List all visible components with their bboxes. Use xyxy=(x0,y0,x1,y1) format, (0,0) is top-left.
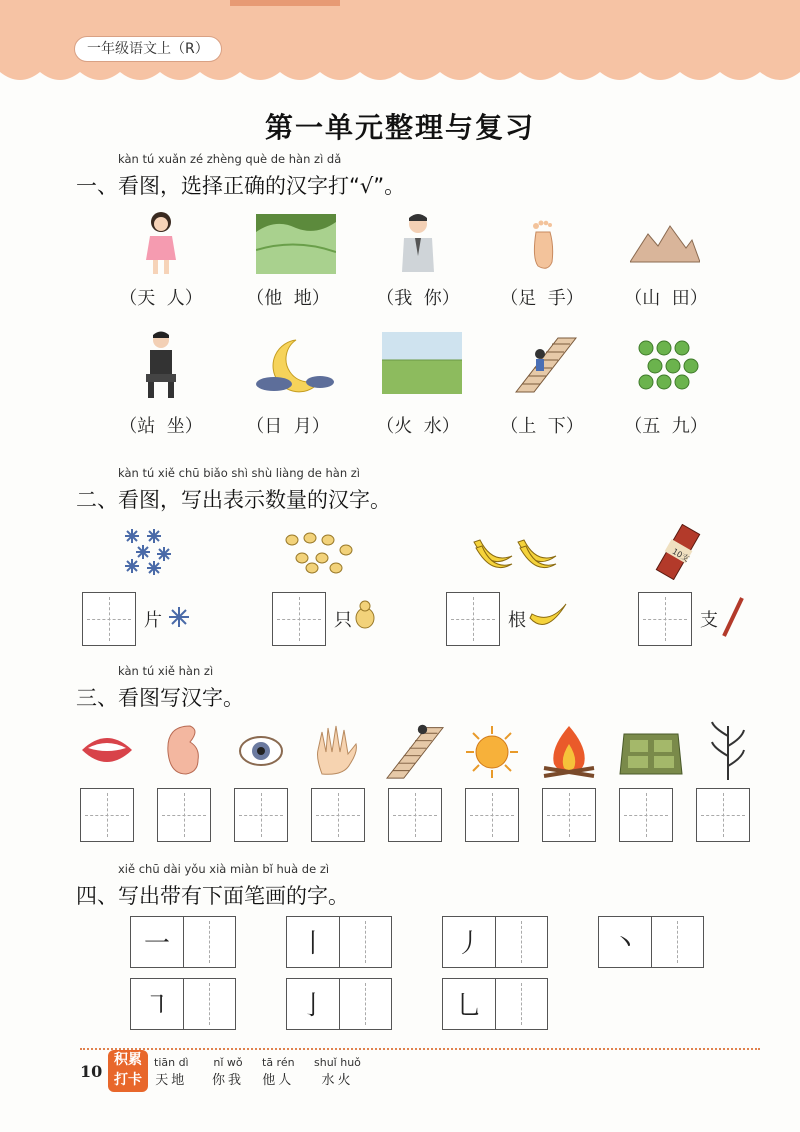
stroke-4: 丶 xyxy=(611,929,638,959)
footer-word-4-pinyin: shuǐ huǒ xyxy=(314,1056,361,1069)
bananas-icon xyxy=(472,536,558,576)
stroke-5: ㇕ xyxy=(143,991,170,1021)
girl-icon xyxy=(138,208,184,278)
stroke-6: 亅 xyxy=(299,991,326,1021)
mountain-icon xyxy=(630,222,700,264)
section3-pinyin: kàn tú xiě hàn zì xyxy=(118,664,214,678)
option-row1-1[interactable]: （天 人） xyxy=(119,288,203,309)
footer-word-2 xyxy=(212,1056,244,1088)
section2-pinyin: kàn tú xiě chū biǎo shì shù liàng de hàn zì xyxy=(118,466,360,480)
stroke-1: 一 xyxy=(143,929,170,959)
section2-heading: 二、看图，写出表示数量的汉字。 xyxy=(76,488,391,512)
stroke-box-2[interactable] xyxy=(286,916,392,968)
footer-word-2-hanzi: 你我 xyxy=(212,1073,245,1088)
section4-pinyin: xiě chū dài yǒu xià miàn bǐ huà de zì xyxy=(118,862,330,876)
grain-icon xyxy=(708,718,748,782)
footer-divider xyxy=(80,1048,760,1050)
option-row2-4[interactable]: （上 下） xyxy=(500,416,584,437)
footer-word-3-hanzi: 他人 xyxy=(262,1073,295,1088)
answer-box-3-1[interactable] xyxy=(80,788,134,842)
stroke-box-1[interactable] xyxy=(130,916,236,968)
option-row2-1[interactable]: （站 坐） xyxy=(119,416,203,437)
option-row1-3[interactable]: （我 你） xyxy=(376,288,460,309)
answer-box-snowflakes[interactable] xyxy=(82,592,136,646)
pencils-icon xyxy=(654,524,702,580)
stroke-2: 丨 xyxy=(299,929,326,959)
chick-icon xyxy=(354,600,376,632)
option-row1-2[interactable]: （他 地） xyxy=(246,288,330,309)
footer-word-2-pinyin: nǐ wǒ xyxy=(213,1056,243,1069)
badge-line1: 积累 xyxy=(114,1052,142,1068)
grid-field-icon xyxy=(618,732,684,776)
footer-word-3-pinyin: tā rén xyxy=(262,1056,295,1069)
banana-icon xyxy=(528,600,568,632)
unit-pian: 片 xyxy=(144,610,162,631)
hand-icon xyxy=(312,722,362,778)
sun-icon xyxy=(464,724,520,780)
answer-box-bananas[interactable] xyxy=(446,592,500,646)
accumulate-badge xyxy=(108,1050,148,1092)
footer-word-3 xyxy=(262,1056,295,1088)
foot-icon xyxy=(528,218,558,270)
sitting-man-icon xyxy=(140,330,182,400)
answer-box-pencils[interactable] xyxy=(638,592,692,646)
page-title: 第一单元整理与复习 xyxy=(264,111,535,144)
answer-box-3-4[interactable] xyxy=(311,788,365,842)
chicks-icon xyxy=(284,530,356,574)
option-row2-2[interactable]: （日 月） xyxy=(246,416,330,437)
man-thinking-icon xyxy=(400,212,436,272)
answer-box-3-5[interactable] xyxy=(388,788,442,842)
moon-icon xyxy=(254,338,336,394)
answer-box-3-7[interactable] xyxy=(542,788,596,842)
unit-zhi-chick: 只 xyxy=(334,610,352,631)
answer-box-3-8[interactable] xyxy=(619,788,673,842)
section1-pinyin: kàn tú xuǎn zé zhèng què de hàn zì dǎ xyxy=(118,152,342,166)
answer-box-3-3[interactable] xyxy=(234,788,288,842)
pencil-icon xyxy=(720,596,746,640)
pencil-pack-label: 10支 xyxy=(670,546,691,564)
stroke-box-4[interactable] xyxy=(598,916,704,968)
page-number: 10 xyxy=(80,1062,103,1081)
trees-icon xyxy=(636,338,700,394)
stroke-3: 丿 xyxy=(455,929,482,959)
option-row2-3[interactable]: （火 水） xyxy=(376,416,460,437)
book-tag: 一年级语文上（R） xyxy=(74,36,222,62)
unit-gen: 根 xyxy=(508,610,526,631)
land-icon xyxy=(256,214,336,274)
stairs-icon-2 xyxy=(384,722,446,780)
stroke-box-5[interactable] xyxy=(130,978,236,1030)
snowflake-icon xyxy=(166,604,192,630)
stroke-7: 乚 xyxy=(455,991,482,1021)
stroke-box-6[interactable] xyxy=(286,978,392,1030)
section1-heading: 一、看图，选择正确的汉字打“√”。 xyxy=(76,174,406,198)
footer-word-1 xyxy=(154,1056,189,1088)
field-icon xyxy=(382,332,462,394)
footer-word-1-hanzi: 天地 xyxy=(155,1073,188,1088)
answer-box-3-9[interactable] xyxy=(696,788,750,842)
section4-heading: 四、写出带有下面笔画的字。 xyxy=(76,884,349,908)
fire-icon xyxy=(540,724,598,778)
stroke-box-7[interactable] xyxy=(442,978,548,1030)
snowflakes-icon xyxy=(120,526,174,576)
option-row2-5[interactable]: （五 九） xyxy=(624,416,708,437)
ear-icon xyxy=(160,722,206,778)
badge-line2: 打卡 xyxy=(114,1072,142,1088)
option-row1-4[interactable]: （足 手） xyxy=(500,288,584,309)
footer-word-4-hanzi: 水火 xyxy=(321,1073,354,1088)
answer-box-3-6[interactable] xyxy=(465,788,519,842)
answer-box-3-2[interactable] xyxy=(157,788,211,842)
eye-icon xyxy=(238,728,284,774)
unit-zhi-pencil: 支 xyxy=(700,610,718,631)
footer-word-1-pinyin: tiān dì xyxy=(154,1056,189,1069)
mouth-icon xyxy=(80,726,134,774)
answer-box-chicks[interactable] xyxy=(272,592,326,646)
section3-heading: 三、看图写汉字。 xyxy=(76,686,244,710)
option-row1-5[interactable]: （山 田） xyxy=(624,288,708,309)
stroke-box-3[interactable] xyxy=(442,916,548,968)
stairs-icon xyxy=(514,332,578,394)
footer-word-4 xyxy=(314,1056,361,1088)
